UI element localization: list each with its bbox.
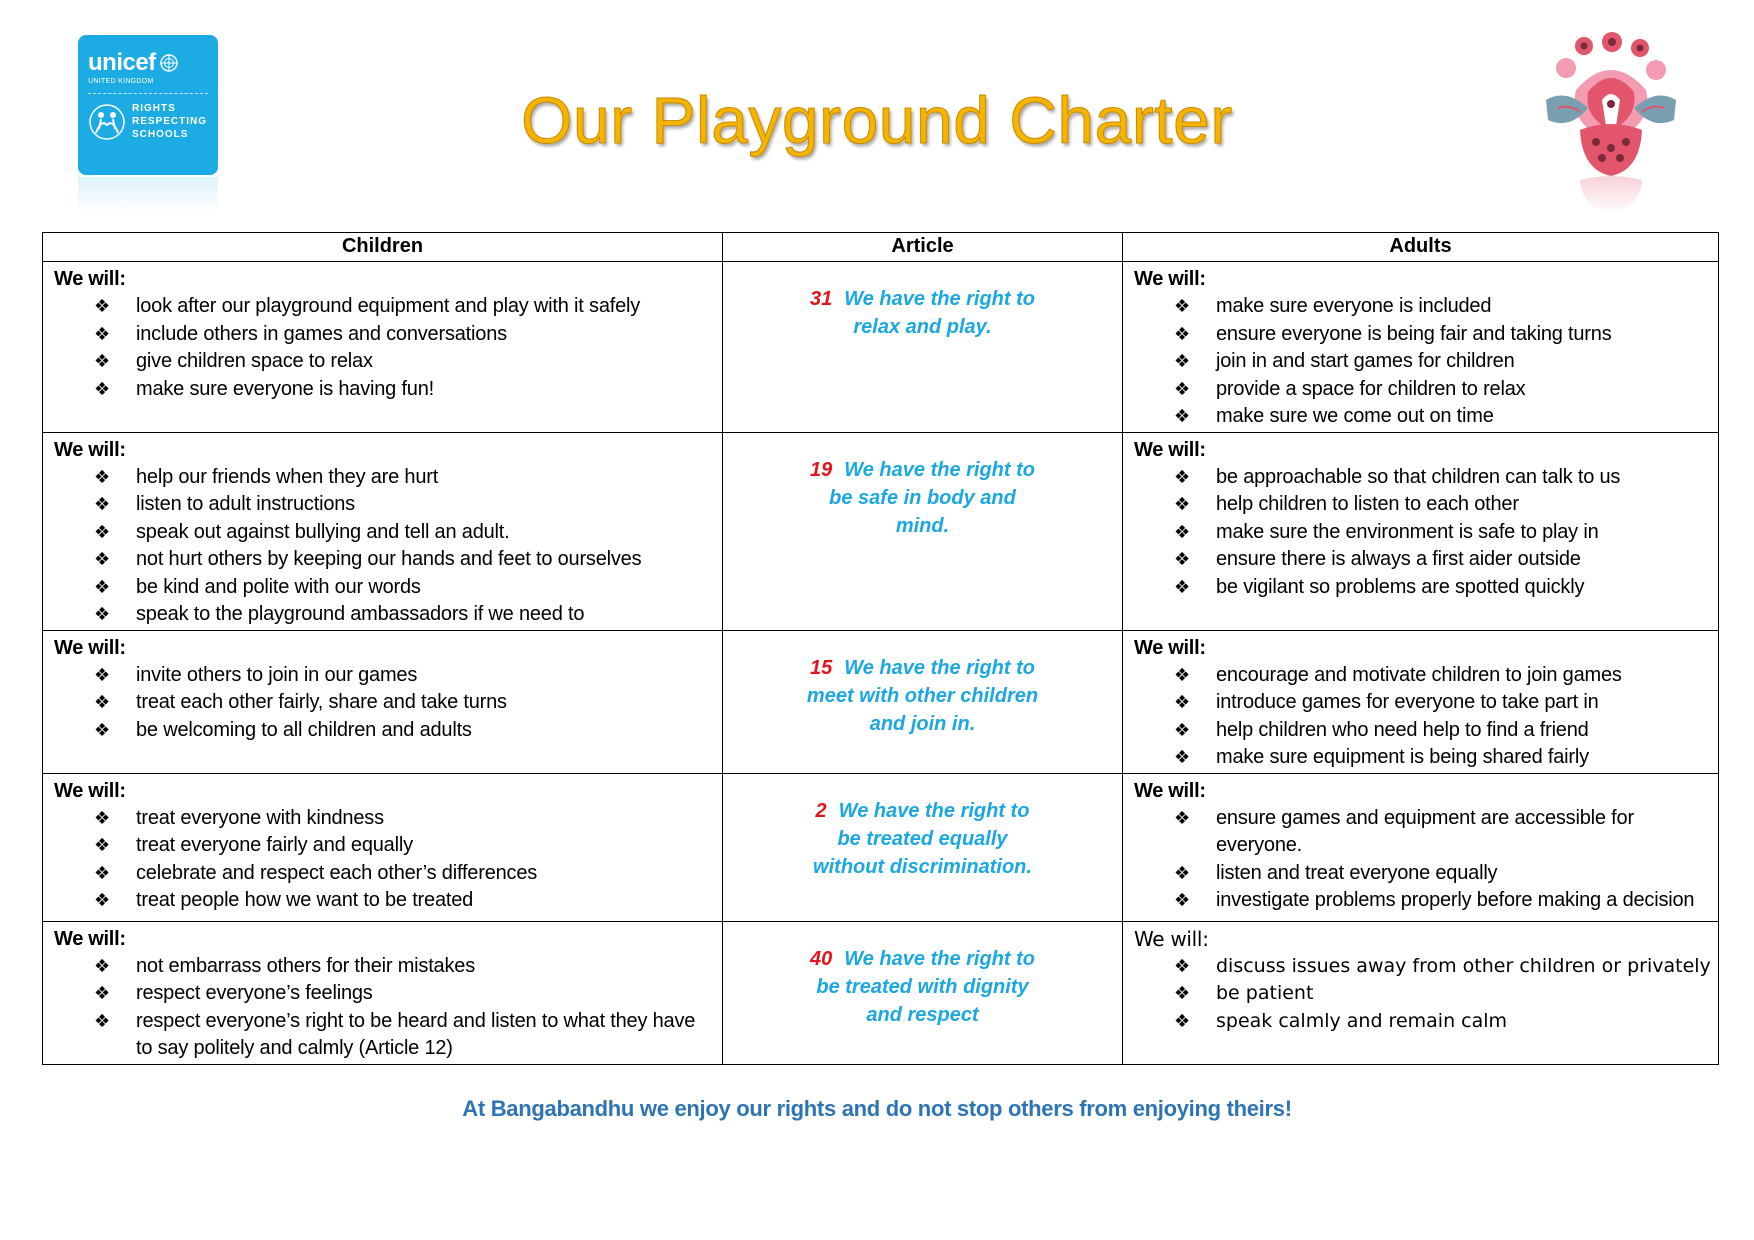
list-item — [1174, 574, 1711, 602]
adults-cell — [1123, 630, 1719, 773]
diamond-bullet-icon: ❖ — [94, 521, 110, 543]
list-item-text: not embarrass others for their mistakes — [136, 954, 475, 977]
list-item-text: not hurt others by keeping our hands and feet to ourselves — [136, 548, 642, 570]
list-item-text: encourage and motivate children to join games — [1216, 663, 1622, 686]
we-will-label: We will: — [54, 268, 126, 290]
diamond-bullet-icon: ❖ — [1174, 1010, 1191, 1032]
list-item — [94, 491, 715, 519]
list-item-text: listen and treat everyone equally — [1216, 861, 1498, 884]
diamond-bullet-icon: ❖ — [94, 983, 110, 1004]
list-item-text: listen to adult instructions — [136, 493, 355, 515]
diamond-bullet-icon: ❖ — [1174, 351, 1190, 372]
list-item — [94, 519, 715, 547]
diamond-bullet-icon: ❖ — [94, 664, 110, 686]
article-cell — [723, 262, 1123, 433]
we-will-label: We will: — [1134, 779, 1206, 802]
diamond-bullet-icon: ❖ — [94, 466, 110, 488]
we-will-label: We will: — [54, 779, 126, 802]
list-item-text: invite others to join in our games — [136, 663, 418, 686]
list-item — [1174, 805, 1711, 860]
article-cell — [723, 432, 1123, 630]
list-item — [1174, 519, 1711, 547]
diamond-bullet-icon: ❖ — [94, 692, 110, 713]
diamond-bullet-icon: ❖ — [94, 835, 110, 856]
logo-rrs-line: RESPECTING — [132, 116, 208, 127]
table-body — [43, 262, 1719, 1065]
list-item-text: make sure everyone is included — [1216, 295, 1492, 317]
list-item — [94, 662, 715, 690]
diamond-bullet-icon: ❖ — [1174, 549, 1190, 570]
list-item-text: provide a space for children to relax — [1216, 377, 1526, 400]
list-item-text: treat each other fairly, share and take turns — [136, 691, 507, 713]
list-item — [94, 464, 715, 492]
list-item-text: respect everyone’s feelings — [136, 982, 373, 1004]
bullet-list — [1134, 464, 1711, 602]
we-will-label: We will: — [1134, 438, 1206, 461]
list-item-text: speak out against bullying and tell an adult. — [136, 520, 510, 543]
diamond-bullet-icon: ❖ — [94, 378, 110, 400]
table-row — [43, 432, 1719, 630]
bullet-list — [1134, 662, 1711, 772]
list-item — [94, 717, 715, 745]
list-item-text: be patient — [1216, 982, 1314, 1004]
list-item — [1174, 464, 1711, 492]
list-item-text: investigate problems properly before making a decision — [1216, 889, 1695, 911]
article-number: 31 — [809, 288, 833, 310]
table-row — [43, 630, 1719, 773]
footer-slogan: At Bangabandhu we enjoy our rights and do not stop others from enjoying theirs! — [462, 1096, 1292, 1121]
article-text: We have the right to be treated with dignity and respect — [816, 947, 1035, 1026]
diamond-bullet-icon: ❖ — [94, 807, 110, 829]
diamond-bullet-icon: ❖ — [94, 576, 110, 598]
we-will-label: We will: — [54, 636, 126, 659]
bullet-list — [54, 662, 715, 745]
list-item-text: ensure everyone is being fair and taking turns — [1216, 322, 1612, 345]
list-item — [1174, 717, 1711, 745]
diamond-bullet-icon: ❖ — [1174, 807, 1190, 829]
list-item — [94, 832, 715, 860]
cell-content — [44, 263, 721, 403]
list-item-text: make sure equipment is being shared fairly — [1216, 746, 1589, 768]
adults-cell — [1123, 773, 1719, 921]
diamond-bullet-icon: ❖ — [94, 323, 110, 345]
logo-reflection — [78, 177, 218, 213]
list-item — [94, 376, 715, 404]
diamond-bullet-icon: ❖ — [94, 549, 110, 570]
bullet-list — [54, 464, 715, 629]
list-item — [94, 860, 715, 888]
logo-brand — [88, 51, 208, 75]
diamond-bullet-icon: ❖ — [94, 604, 110, 625]
list-item-text: make sure the environment is safe to play in — [1216, 520, 1599, 543]
list-item — [94, 321, 715, 349]
diamond-bullet-icon: ❖ — [1174, 955, 1191, 977]
cell-content — [1124, 775, 1717, 915]
bullet-list — [1134, 805, 1711, 915]
flower-icon — [1536, 30, 1686, 215]
diamond-bullet-icon: ❖ — [1174, 862, 1190, 884]
list-item — [1174, 953, 1711, 981]
article-number: 15 — [809, 656, 833, 679]
article-statement — [724, 434, 1121, 540]
article-cell — [723, 921, 1123, 1064]
list-item — [1174, 491, 1711, 519]
we-will-label: We will: — [54, 927, 126, 950]
diamond-bullet-icon: ❖ — [1174, 466, 1190, 488]
table-row — [43, 773, 1719, 921]
list-item — [1174, 860, 1711, 888]
article-cell — [723, 630, 1123, 773]
we-will-label: We will: — [1134, 636, 1206, 659]
list-item — [94, 805, 715, 833]
charter-table — [42, 232, 1719, 1065]
cell-content — [1124, 263, 1717, 431]
list-item-text: make sure we come out on time — [1216, 405, 1494, 427]
list-item — [94, 953, 715, 981]
cell-content — [1124, 923, 1717, 1036]
list-item-text: ensure there is always a first aider outside — [1216, 548, 1581, 570]
children-cell — [43, 262, 723, 433]
bullet-list — [1134, 293, 1711, 431]
list-item-text: ensure games and equipment are accessible for everyone. — [1216, 806, 1634, 856]
page-title: Our Playground Charter — [521, 83, 1233, 157]
list-item — [1174, 662, 1711, 690]
list-item-text: make sure everyone is having fun! — [136, 377, 435, 400]
article-text: We have the right to be safe in body and mind. — [829, 458, 1035, 537]
cell-content — [44, 923, 721, 1063]
list-item — [94, 887, 715, 915]
diamond-bullet-icon: ❖ — [1174, 378, 1190, 400]
logo-country: UNITED KINGDOM — [88, 78, 154, 85]
diamond-bullet-icon: ❖ — [1174, 664, 1190, 686]
list-item-text: include others in games and conversations — [136, 322, 507, 345]
diamond-bullet-icon: ❖ — [1174, 576, 1190, 598]
list-item — [94, 574, 715, 602]
diamond-bullet-icon: ❖ — [94, 955, 110, 977]
we-will-label: We will: — [1134, 268, 1206, 290]
list-item — [1174, 980, 1711, 1008]
cell-content — [44, 775, 721, 915]
diamond-bullet-icon: ❖ — [94, 890, 110, 911]
list-item-text: treat everyone with kindness — [136, 806, 384, 829]
cell-content — [1124, 434, 1717, 602]
logo-rrs-line: SCHOOLS — [132, 129, 189, 140]
diamond-bullet-icon: ❖ — [94, 1010, 110, 1032]
cell-content — [44, 632, 721, 745]
list-item-text: speak calmly and remain calm — [1216, 1009, 1508, 1032]
logo-rrs-line: RIGHTS — [132, 103, 176, 114]
article-cell — [723, 773, 1123, 921]
list-item-text: treat people how we want to be treated — [136, 889, 474, 911]
diamond-bullet-icon: ❖ — [1174, 406, 1190, 427]
list-item-text: treat everyone fairly and equally — [136, 834, 413, 856]
list-item — [1174, 546, 1711, 574]
list-item — [94, 689, 715, 717]
list-item-text: help children who need help to find a friend — [1216, 718, 1589, 741]
table-row — [43, 921, 1719, 1064]
table-header-row — [43, 233, 1719, 262]
article-statement — [724, 775, 1121, 881]
cell-content — [44, 434, 721, 629]
cell-content — [1124, 632, 1717, 772]
list-item — [1174, 293, 1711, 321]
logo-brand-text: unicef — [88, 49, 156, 76]
header-article: Article — [723, 233, 1123, 262]
bullet-list — [54, 293, 715, 403]
list-item — [1174, 348, 1711, 376]
list-item — [94, 601, 715, 629]
list-item — [94, 980, 715, 1008]
list-item-text: respect everyone’s right to be heard and listen to what they have to say politely and calmly (Article 12) — [136, 1009, 696, 1059]
article-number: 40 — [809, 947, 833, 970]
list-item-text: discuss issues away from other children or privately — [1216, 954, 1711, 977]
adults-cell — [1123, 921, 1719, 1064]
list-item-text: give children space to relax — [136, 350, 373, 372]
list-item — [94, 546, 715, 574]
we-will-label: We will: — [54, 438, 126, 461]
diamond-bullet-icon: ❖ — [1174, 296, 1190, 317]
list-item — [1174, 1008, 1711, 1036]
adults-cell — [1123, 432, 1719, 630]
list-item — [1174, 403, 1711, 431]
article-statement — [724, 263, 1121, 341]
diamond-bullet-icon: ❖ — [1174, 323, 1190, 345]
list-item — [1174, 689, 1711, 717]
diamond-bullet-icon: ❖ — [94, 351, 110, 372]
list-item-text: celebrate and respect each other’s differences — [136, 861, 538, 884]
list-item-text: be kind and polite with our words — [136, 575, 421, 598]
we-will-label: We will: — [1134, 926, 1209, 951]
list-item-text: help our friends when they are hurt — [136, 465, 439, 488]
header-children: Children — [43, 233, 723, 262]
article-text: We have the right to be treated equally without discrimination. — [813, 799, 1032, 878]
bullet-list — [54, 805, 715, 915]
un-globe-icon — [159, 53, 179, 73]
diamond-bullet-icon: ❖ — [94, 862, 110, 884]
table-row — [43, 262, 1719, 433]
diamond-bullet-icon: ❖ — [1174, 494, 1190, 515]
diamond-bullet-icon: ❖ — [1174, 983, 1191, 1004]
diamond-bullet-icon: ❖ — [1174, 521, 1190, 543]
diamond-bullet-icon: ❖ — [1174, 890, 1190, 911]
children-cell — [43, 921, 723, 1064]
children-cell — [43, 432, 723, 630]
article-number: 2 — [815, 799, 827, 822]
adults-cell — [1123, 262, 1719, 433]
diamond-bullet-icon: ❖ — [1174, 719, 1190, 741]
list-item — [94, 1008, 715, 1063]
diamond-bullet-icon: ❖ — [94, 494, 110, 515]
list-item — [1174, 321, 1711, 349]
header-adults: Adults — [1123, 233, 1719, 262]
list-item-text: help children to listen to each other — [1216, 493, 1519, 515]
article-number: 19 — [809, 458, 833, 481]
list-item — [1174, 887, 1711, 915]
list-item — [1174, 744, 1711, 772]
bullet-list — [1134, 953, 1711, 1036]
article-statement — [724, 923, 1121, 1029]
article-statement — [724, 632, 1121, 738]
children-cell — [43, 630, 723, 773]
list-item-text: join in and start games for children — [1216, 350, 1515, 372]
list-item — [94, 348, 715, 376]
list-item-text: look after our playground equipment and play with it safely — [136, 295, 641, 317]
diamond-bullet-icon: ❖ — [94, 296, 110, 317]
diamond-bullet-icon: ❖ — [94, 719, 110, 741]
bullet-list — [54, 953, 715, 1063]
children-cell — [43, 773, 723, 921]
list-item — [94, 293, 715, 321]
list-item-text: be welcoming to all children and adults — [136, 718, 472, 741]
list-item — [1174, 376, 1711, 404]
diamond-bullet-icon: ❖ — [1174, 692, 1190, 713]
diamond-bullet-icon: ❖ — [1174, 747, 1190, 768]
article-text: We have the right to meet with other children and join in. — [806, 656, 1039, 735]
article-text: We have the right to relax and play. — [844, 288, 1035, 338]
list-item-text: be vigilant so problems are spotted quickly — [1216, 575, 1585, 598]
list-item-text: introduce games for everyone to take part in — [1216, 691, 1599, 713]
list-item-text: speak to the playground ambassadors if we need to — [136, 603, 585, 625]
list-item-text: be approachable so that children can talk to us — [1216, 465, 1621, 488]
